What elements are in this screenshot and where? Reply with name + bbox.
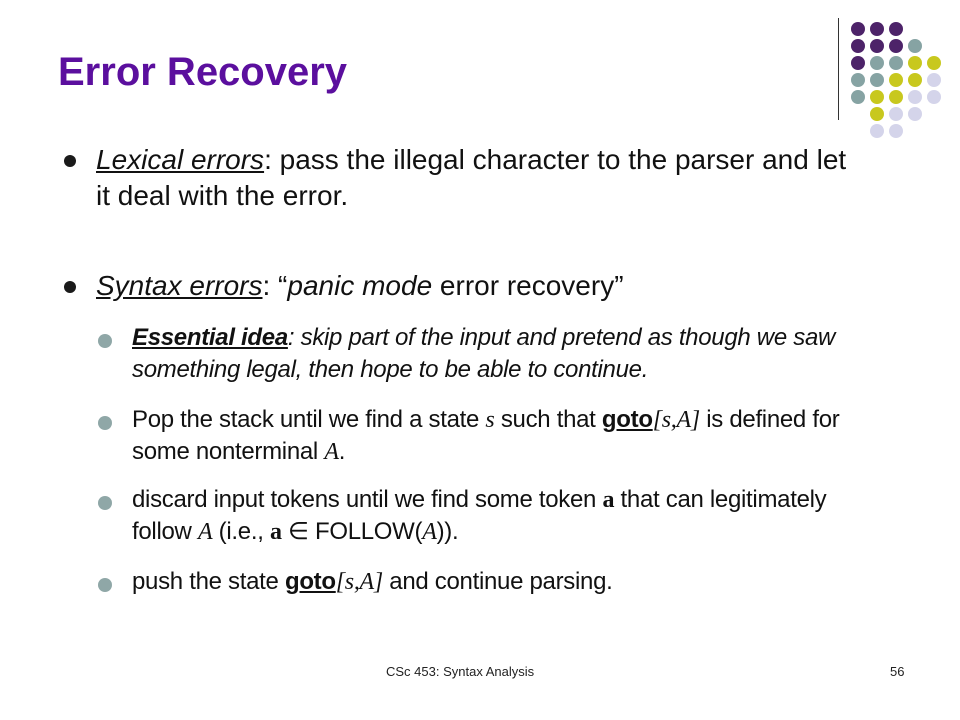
term-essential-idea: Essential idea: [132, 324, 288, 351]
goto-keyword: goto: [601, 406, 653, 433]
sub-bullet-text: push the state: [132, 568, 285, 595]
dot: [889, 107, 903, 121]
dot: [870, 90, 884, 104]
dot: [851, 90, 865, 104]
dot: [851, 56, 865, 70]
math-A: A: [324, 439, 339, 465]
math-A: A: [422, 519, 437, 545]
dot: [927, 73, 941, 87]
sub-bullet-text: discard input tokens until we find some token: [132, 486, 603, 513]
goto-args: [s,A]: [652, 407, 700, 433]
footer-course: CSc 453: Syntax Analysis: [386, 664, 535, 679]
math-A: A: [197, 519, 213, 545]
dot: [908, 107, 922, 121]
sub-bullet-text: )).: [436, 518, 459, 545]
dot: [870, 107, 884, 121]
sub-bullet-text: and continue parsing.: [382, 568, 613, 595]
divider-line: [838, 18, 839, 120]
math-token-a: a: [602, 487, 615, 513]
dot: [889, 73, 903, 87]
dot: [851, 73, 865, 87]
dot: [889, 90, 903, 104]
goto-keyword: goto: [284, 568, 336, 595]
bullet-text: : pass the illegal character to the parser and let it deal with the error.: [96, 144, 847, 211]
math-token-a: a: [269, 519, 282, 545]
dot: [889, 124, 903, 138]
sub-bullet-text: such that: [494, 406, 602, 433]
dot: [908, 39, 922, 53]
footer-page-number: 56: [890, 664, 905, 679]
dot: [851, 39, 865, 53]
term-panic-mode: panic mode: [287, 270, 433, 301]
dot: [889, 39, 903, 53]
sub-bullet-marker: [98, 334, 112, 348]
bullet-text: : “: [262, 270, 288, 301]
sub-bullet-text: is defined for some nonterminal: [132, 406, 840, 465]
element-of-symbol: ∈: [281, 518, 315, 545]
dot: [889, 22, 903, 36]
dot: [870, 22, 884, 36]
slide-title: Error Recovery: [58, 50, 348, 94]
sub-bullet-text: FOLLOW(: [314, 518, 423, 545]
dot: [908, 90, 922, 104]
sub-bullet-text: Pop the stack until we find a state: [132, 406, 486, 433]
dot: [870, 56, 884, 70]
sub-bullet-essential-idea: [132, 322, 882, 386]
bullet-syntax-errors: [96, 268, 856, 304]
sub-bullet-marker: [98, 578, 112, 592]
sub-bullet-discard-tokens: [132, 484, 882, 548]
dot: [908, 56, 922, 70]
term-syntax-errors: Syntax errors: [96, 270, 263, 301]
sub-bullet-push-state: [132, 566, 882, 598]
sub-bullet-text: .: [338, 438, 346, 465]
dot: [870, 124, 884, 138]
sub-bullet-marker: [98, 416, 112, 430]
dot: [908, 73, 922, 87]
goto-args: [s,A]: [335, 569, 383, 595]
dot: [870, 39, 884, 53]
bullet-text: error recovery”: [432, 270, 624, 301]
math-s: s: [485, 407, 495, 433]
sub-bullet-pop-stack: [132, 404, 882, 468]
bullet-lexical-errors: [96, 142, 856, 214]
dot: [870, 73, 884, 87]
bullet-marker: [64, 155, 76, 167]
sub-bullet-text: that can legitimately follow: [132, 486, 827, 545]
term-lexical-errors: Lexical errors: [96, 144, 265, 175]
sub-bullet-text: : skip part of the input and pretend as though we saw something legal, then hope to be able to continue.: [132, 324, 836, 383]
dot: [851, 22, 865, 36]
sub-bullet-marker: [98, 496, 112, 510]
dot: [927, 90, 941, 104]
bullet-marker: [64, 281, 76, 293]
sub-bullet-text: (i.e.,: [212, 518, 270, 545]
dot: [927, 56, 941, 70]
dot: [889, 56, 903, 70]
